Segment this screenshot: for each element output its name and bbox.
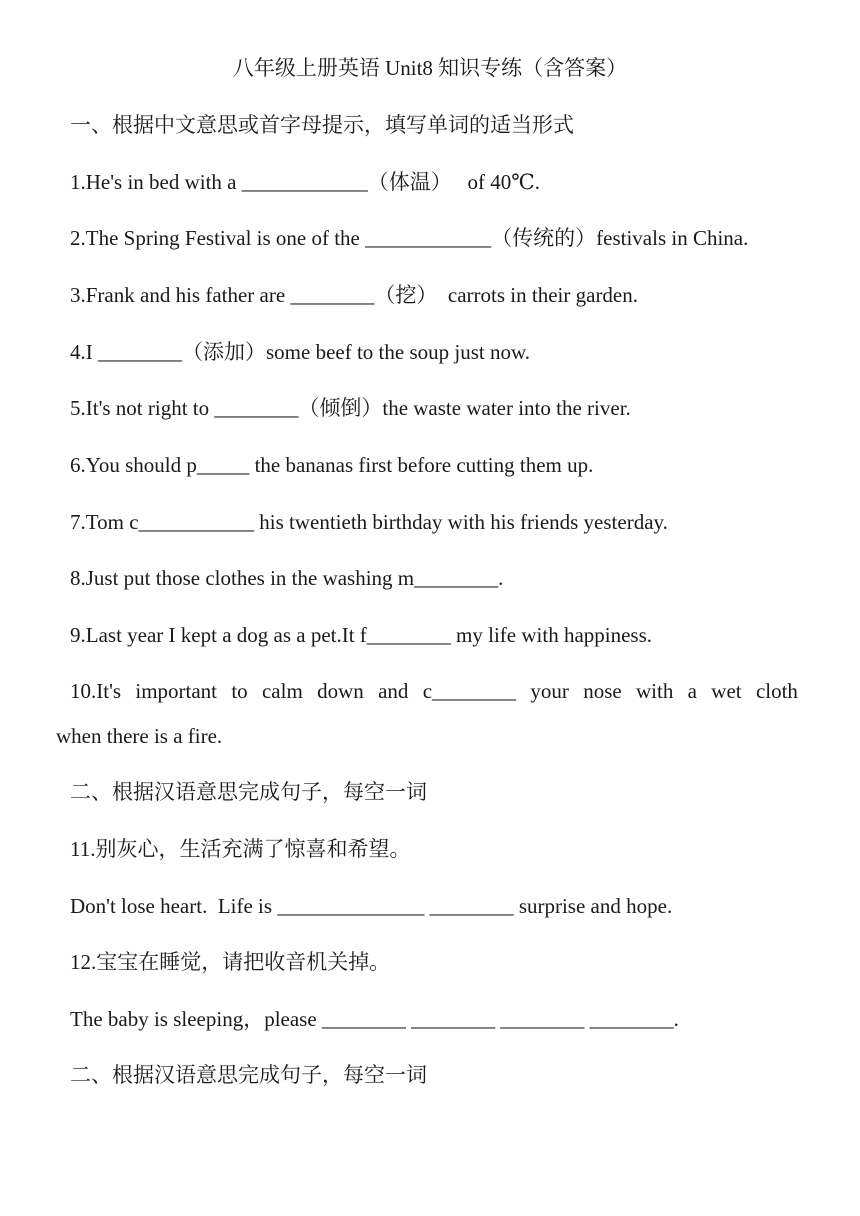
question-6: 6.You should p_____ the bananas first before cutting them up. (70, 453, 594, 477)
q10-word: a (687, 679, 697, 703)
q10-word: wet (711, 679, 742, 703)
q10-word: 10.It's (70, 679, 122, 703)
q10-word: c________ (422, 679, 517, 703)
question-5: 5.It's not right to ________（倾倒）the waste water into the river. (70, 396, 631, 420)
question-10-continuation: when there is a fire. (56, 724, 223, 748)
question-10 (70, 677, 798, 705)
question-12-chinese: 12.宝宝在睡觉，请把收音机关掉。 (70, 950, 391, 974)
question-3: 3.Frank and his father are ________（挖） carrots in their garden. (70, 283, 639, 307)
q10-word: down (317, 679, 364, 703)
page-title: 八年级上册英语 Unit8 知识专练（含答案） (232, 56, 628, 80)
q10-word: nose (583, 679, 622, 703)
section-heading-translation-repeat: 二、根据汉语意思完成句子，每空一词 (70, 1063, 427, 1087)
q10-word: with (636, 679, 674, 703)
question-1: 1.He's in bed with a ____________（体温） of 40℃. (70, 170, 540, 194)
q10-word: to (231, 679, 248, 703)
question-11-english: Don't lose heart. Life is ______________ ________ surprise and hope. (70, 894, 673, 918)
question-4: 4.I ________（添加）some beef to the soup just now. (70, 340, 531, 364)
q10-word: calm (261, 679, 303, 703)
q10-word: your (530, 679, 569, 703)
q10-word: important (135, 679, 218, 703)
question-8: 8.Just put those clothes in the washing m________. (70, 566, 504, 590)
question-9: 9.Last year I kept a dog as a pet.It f________ my life with happiness. (70, 623, 653, 647)
q10-word: and (378, 679, 409, 703)
section-heading-vocabulary: 一、根据中文意思或首字母提示，填写单词的适当形式 (70, 113, 574, 137)
question-12-english: The baby is sleeping，please ________ ________ ________ ________. (70, 1007, 679, 1031)
section-heading-translation: 二、根据汉语意思完成句子，每空一词 (70, 780, 427, 804)
question-7: 7.Tom c___________ his twentieth birthday with his friends yesterday. (70, 510, 668, 534)
question-11-chinese: 11.别灰心，生活充满了惊喜和希望。 (70, 837, 411, 861)
question-2: 2.The Spring Festival is one of the ____________（传统的）festivals in China. (70, 226, 749, 250)
q10-word: cloth (755, 679, 798, 703)
